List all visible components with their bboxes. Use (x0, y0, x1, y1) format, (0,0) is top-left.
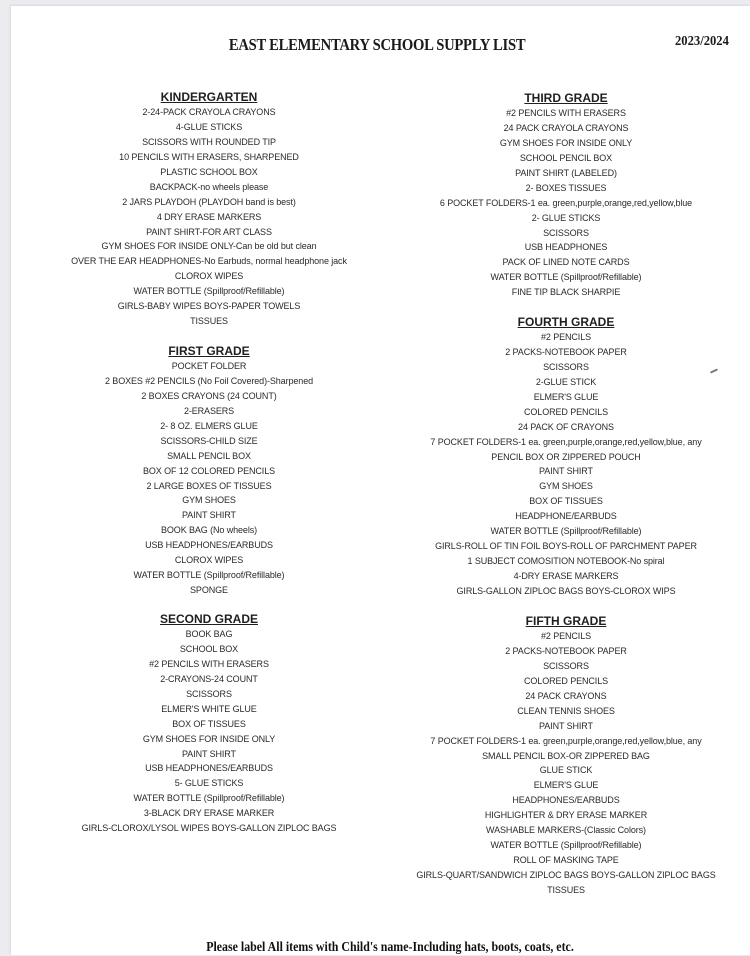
supply-item: 2 BOXES CRAYONS (24 COUNT) (141, 390, 277, 401)
supply-item: GYM SHOES FOR INSIDE ONLY (142, 733, 276, 744)
supply-item: 2-24-PACK CRAYOLA CRAYONS (142, 107, 276, 117)
fifth-grade-section (386, 614, 746, 898)
supply-item: GIRLS-CLOROX/LYSOL WIPES BOYS-GALLON ZIPLOC BAGS (81, 823, 337, 834)
supply-item: OVER THE EAR HEADPHONES-No Earbuds, normal headphone jack (71, 256, 347, 267)
supply-list (386, 106, 746, 300)
footer-note: Please label All items with Child's name-Including hats, boots, coats, etc. (206, 940, 574, 955)
supply-item: USB HEADPHONES/EARBUDS (145, 540, 273, 551)
supply-item: SCHOOL BOX (179, 643, 239, 654)
supply-item: ROLL OF MASKING TAPE (513, 855, 619, 866)
supply-item: COLORED PENCILS (523, 675, 609, 686)
supply-item: 24 PACK CRAYONS (525, 690, 607, 701)
supply-item: FINE TIP BLACK SHARPIE (511, 287, 621, 298)
supply-item: WASHABLE MARKERS-(Classic Colors) (486, 825, 646, 836)
supply-item: HEADPHONES/EARBUDS (512, 795, 620, 806)
supply-item: WATER BOTTLE (Spillproof/Refillable) (133, 793, 285, 804)
supply-item: GIRLS-ROLL OF TIN FOIL BOYS-ROLL OF PARCHMENT PAPER (435, 541, 697, 552)
supply-item: 10 PENCILS WITH ERASERS, SHARPENED (119, 151, 299, 162)
supply-item: WATER BOTTLE (Spillproof/Refillable) (133, 570, 285, 581)
supply-item: 5- GLUE STICKS (174, 778, 244, 789)
supply-item: GIRLS-GALLON ZIPLOC BAGS BOYS-CLOROX WIPS (456, 585, 676, 596)
supply-item: ELMER'S GLUE (533, 391, 599, 402)
supply-item: 4-GLUE STICKS (175, 121, 243, 132)
document-title: EAST ELEMENTARY SCHOOL SUPPLY LIST (228, 35, 526, 54)
supply-item: 2- 8 OZ. ELMERS GLUE (160, 420, 258, 431)
grade-heading: FIRST GRADE (168, 344, 250, 358)
supply-item: PAINT SHIRT (LABELED) (515, 167, 617, 178)
supply-item: TISSUES (190, 316, 228, 327)
supply-item: PLASTIC SCHOOL BOX (160, 166, 258, 177)
grade-heading: KINDERGARTEN (160, 90, 258, 104)
supply-item: GIRLS-BABY WIPES BOYS-PAPER TOWELS (117, 301, 301, 312)
supply-item: BOX OF TISSUES (529, 496, 603, 507)
supply-item: 2- BOXES TISSUES (525, 182, 607, 193)
supply-item: 6 POCKET FOLDERS-1 ea. green,purple,orange,red,yellow,blue (439, 197, 693, 208)
supply-item: 2 PACKS-NOTEBOOK PAPER (505, 645, 627, 656)
supply-item: 7 POCKET FOLDERS-1 ea. green,purple,orange,red,yellow,blue, any (430, 436, 702, 447)
grade-heading: SECOND GRADE (159, 612, 258, 626)
supply-list (29, 627, 389, 836)
supply-item: SCHOOL PENCIL BOX (519, 152, 613, 163)
supply-item: PAINT SHIRT (182, 510, 236, 521)
grade-heading: FOURTH GRADE (517, 315, 615, 329)
supply-item: GYM SHOES FOR INSIDE ONLY-Can be old but clean (101, 241, 317, 252)
supply-item: PAINT SHIRT-FOR ART CLASS (146, 226, 272, 237)
supply-item: 2 LARGE BOXES OF TISSUES (146, 480, 272, 491)
supply-item: GIRLS-QUART/SANDWICH ZIPLOC BAGS BOYS-GALLON ZIPLOC BAGS (416, 870, 716, 880)
supply-item: 1 SUBJECT COMOSITION NOTEBOOK-No spiral (467, 556, 665, 567)
supply-item: SPONGE (190, 585, 228, 596)
supply-item: GLUE STICK (539, 765, 593, 776)
supply-item: 2-ERASERS (183, 405, 235, 416)
supply-item: SCISSORS (543, 227, 589, 238)
supply-item: HIGHLIGHTER & DRY ERASE MARKER (484, 810, 648, 821)
supply-list (386, 629, 746, 898)
supply-item: 2- GLUE STICKS (531, 212, 601, 223)
supply-item: CLOROX WIPES (174, 555, 244, 566)
supply-item: PACK OF LINED NOTE CARDS (502, 257, 630, 268)
supply-item: SCISSORS (186, 688, 232, 699)
grade-heading: THIRD GRADE (524, 91, 608, 105)
supply-item: WATER BOTTLE (Spillproof/Refillable) (490, 272, 642, 283)
supply-item: SCISSORS (543, 660, 589, 671)
supply-item: CLEAN TENNIS SHOES (517, 705, 615, 716)
supply-item: SCISSORS (543, 361, 589, 372)
supply-item: 4 DRY ERASE MARKERS (156, 211, 262, 222)
supply-item: USB HEADPHONES/EARBUDS (145, 763, 273, 774)
supply-item: WATER BOTTLE (Spillproof/Refillable) (133, 286, 285, 297)
supply-item: 24 PACK CRAYOLA CRAYONS (503, 122, 629, 133)
first-grade-section (29, 344, 389, 598)
supply-item: BOX OF 12 COLORED PENCILS (142, 465, 276, 476)
supply-item: 3-BLACK DRY ERASE MARKER (143, 808, 275, 819)
supply-item: POCKET FOLDER (171, 361, 247, 371)
supply-item: ELMER'S GLUE (533, 780, 599, 791)
supply-item: HEADPHONE/EARBUDS (515, 511, 617, 522)
supply-item: COLORED PENCILS (523, 406, 609, 417)
supply-list (29, 105, 389, 329)
supply-item: WATER BOTTLE (Spillproof/Refillable) (490, 526, 642, 537)
supply-item: 7 POCKET FOLDERS-1 ea. green,purple,orange,red,yellow,blue, any (430, 735, 702, 746)
supply-item: 2 BOXES #2 PENCILS (No Foil Covered)-Sharpened (105, 375, 313, 386)
supply-item: CLOROX WIPES (174, 271, 244, 282)
supply-item: #2 PENCILS WITH ERASERS (506, 108, 626, 118)
supply-item: 4-DRY ERASE MARKERS (513, 571, 619, 581)
supply-item: BOX OF TISSUES (172, 718, 246, 729)
supply-item: PENCIL BOX OR ZIPPERED POUCH (491, 451, 641, 462)
fourth-grade-section (386, 315, 746, 599)
supply-item: #2 PENCILS (540, 332, 592, 342)
supply-item: SCISSORS-CHILD SIZE (160, 435, 258, 446)
supply-item: 2 PACKS-NOTEBOOK PAPER (505, 346, 627, 357)
supply-item: PAINT SHIRT (539, 720, 593, 731)
supply-item: BOOK BAG (185, 629, 233, 639)
supply-item: 2-GLUE STICK (535, 376, 597, 387)
supply-list (386, 330, 746, 599)
supply-item: #2 PENCILS (540, 631, 592, 641)
supply-list (29, 359, 389, 598)
supply-item: GYM SHOES (182, 495, 236, 506)
supply-item: BOOK BAG (No wheels) (160, 525, 258, 536)
supply-item: SCISSORS WITH ROUNDED TIP (142, 136, 276, 147)
supply-item: SMALL PENCIL BOX (167, 450, 251, 461)
third-grade-section (386, 91, 746, 300)
supply-item: PAINT SHIRT (182, 748, 236, 759)
supply-item: 2-CRAYONS-24 COUNT (160, 673, 258, 684)
supply-item: GYM SHOES (539, 481, 593, 492)
supply-item: ELMER'S WHITE GLUE (161, 703, 257, 714)
supply-item: 24 PACK OF CRAYONS (518, 421, 614, 432)
supply-item: #2 PENCILS WITH ERASERS (149, 658, 269, 669)
supply-item: TISSUES (547, 884, 585, 895)
supply-item: 2 JARS PLAYDOH (PLAYDOH band is best) (122, 196, 296, 207)
second-grade-section (29, 612, 389, 836)
supply-item: PAINT SHIRT (539, 466, 593, 477)
school-year: 2023/2024 (675, 34, 729, 49)
supply-item: BACKPACK-no wheels please (149, 181, 269, 192)
supply-item: SMALL PENCIL BOX-OR ZIPPERED BAG (482, 750, 650, 761)
supply-item: USB HEADPHONES (524, 242, 608, 253)
grade-heading: FIFTH GRADE (525, 614, 607, 628)
kindergarten-section (29, 90, 389, 329)
supply-item: GYM SHOES FOR INSIDE ONLY (499, 137, 633, 148)
supply-item: WATER BOTTLE (Spillproof/Refillable) (490, 840, 642, 851)
